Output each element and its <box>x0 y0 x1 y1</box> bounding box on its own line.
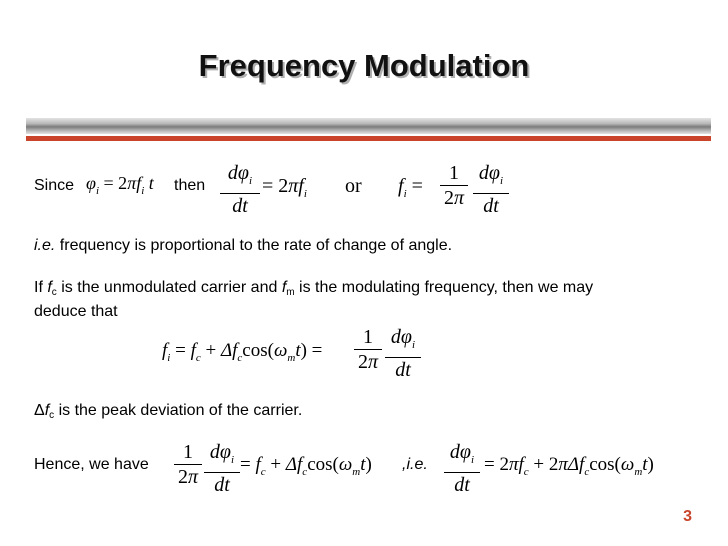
title-divider-accent <box>26 136 711 141</box>
or-label: or <box>345 175 362 197</box>
deduce-text: deduce that <box>34 303 118 320</box>
equation-fi-expansion: $f_i = f_c + \Delta f_c\cos(\omega_mt)$ = <box>162 340 323 364</box>
equation-fi-eq: $f_i$ = <box>398 175 423 200</box>
carrier-statement <box>34 279 593 298</box>
ie-label: ,i.e. <box>402 456 428 473</box>
slide-title: Frequency Modulation <box>198 48 530 83</box>
fc-subscript: c <box>51 287 57 298</box>
delta-f-symbol: f <box>44 402 50 419</box>
peak-deviation-statement <box>34 402 302 421</box>
equation-final: = $2\pi f_c + 2\pi\Delta f_c\cos(\omega_mt)$ <box>484 454 654 478</box>
dphi-dt-fraction-4: $d\varphi_i$ dt <box>204 440 240 497</box>
proportional-text: frequency is proportional to the rate of change of angle. <box>55 237 453 254</box>
one-over-2pi-fraction-3: 1 2π <box>354 325 382 374</box>
dphi-dt-fraction-3: $d\varphi_i$ dt <box>385 325 421 382</box>
one-over-2pi-fraction-4: 1 2π <box>174 440 202 489</box>
carrier-text: is the unmodulated carrier and <box>56 279 282 296</box>
if-label: If <box>34 279 48 296</box>
delta-f-subscript: c <box>49 410 55 421</box>
proportional-statement <box>34 237 452 255</box>
equation-fc-expansion: = $f_c + \Delta f_c\cos(\omega_mt)$ <box>240 454 372 478</box>
peak-deviation-text: is the peak deviation of the carrier. <box>54 402 303 419</box>
since-label: Since <box>34 177 75 194</box>
equation-2pi-fi: = $2\pi f_i$ <box>262 175 307 200</box>
dphi-dt-fraction-2: $d\varphi_i$ dt <box>473 161 509 218</box>
modulating-text: is the modulating frequency, then we may <box>294 279 594 296</box>
page-number: 3 <box>683 508 692 525</box>
delta-symbol: Δ <box>34 402 45 419</box>
one-over-2pi-fraction: 1 2π <box>440 161 468 210</box>
hence-label: Hence, we have <box>34 456 149 473</box>
equation-phi: $\varphi_i = 2\pi f_i$ t <box>86 173 154 197</box>
fc-symbol: f <box>47 279 52 296</box>
title-divider <box>26 118 711 134</box>
fm-symbol: f <box>281 279 287 296</box>
ie-abbrev: i.e. <box>34 237 56 254</box>
then-label: then <box>174 177 206 194</box>
dphi-dt-fraction-5: $d\varphi_i$ dt <box>444 440 480 497</box>
dphi-dt-fraction: $d\varphi_i$ dt <box>220 161 260 218</box>
fm-subscript: m <box>286 287 295 298</box>
